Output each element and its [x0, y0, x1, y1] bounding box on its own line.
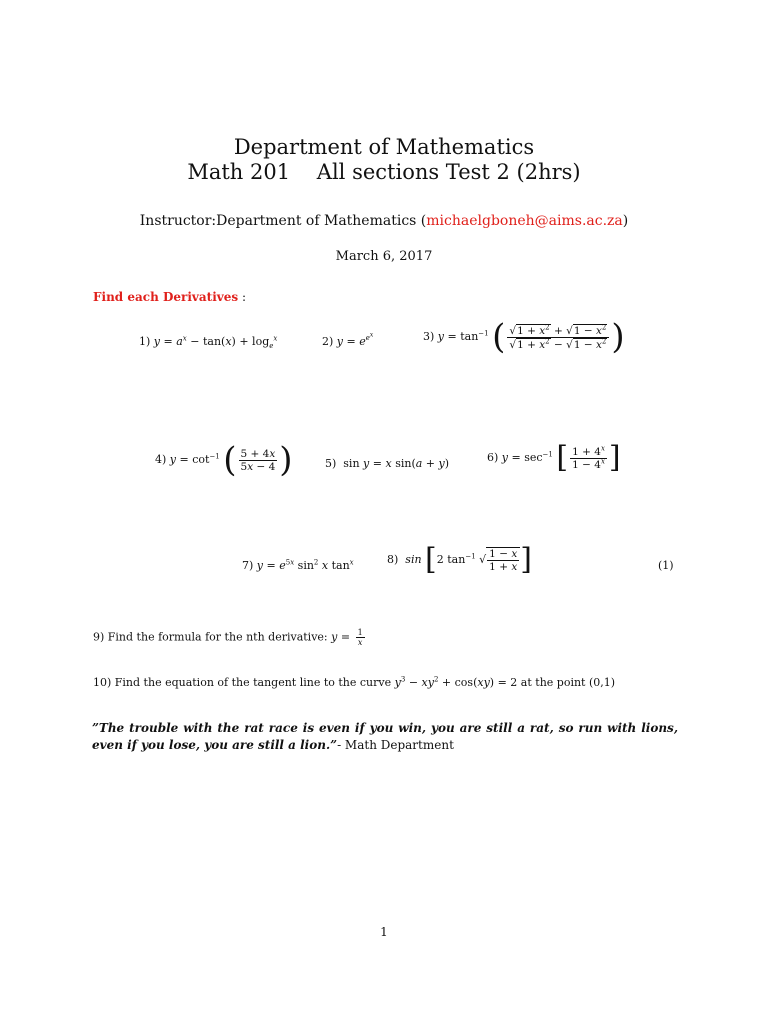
problem-9-text: 9) Find the formula for the nth derivative:	[93, 630, 328, 644]
course-code: Math 201	[187, 160, 291, 184]
problem-1-number: 1)	[139, 335, 151, 348]
problem-6: 6) $y = \sec^{-1}$ [ $\frac{1 + 4^x}{1 - 4^x}$ ]	[487, 440, 621, 475]
section-heading-colon: :	[238, 290, 246, 304]
problem-4: 4) $y = \cot^{-1}$ ( $\frac{5 + 4x}{5x - 4}$ )	[155, 440, 293, 480]
problem-3-number: 3)	[423, 330, 435, 343]
problem-6-number: 6)	[487, 451, 499, 464]
problem-2: 2) $y = e^{e^x}$	[322, 332, 374, 348]
page-title	[0, 133, 768, 161]
problem-10-text: 10) Find the equation of the tangent line to the curve	[93, 676, 392, 689]
problem-10-point: at the point (0,1)	[520, 676, 616, 689]
instructor-email-link[interactable]: michaelgboneh@aims.ac.za	[426, 213, 623, 229]
problem-5-number: 5)	[325, 457, 337, 470]
problem-8-number: 8)	[387, 553, 399, 566]
problem-1: 1) $y = a^x - \tan(x) + \log_e^x$	[139, 334, 278, 351]
test-title	[0, 158, 768, 186]
equation-number: (1)	[658, 559, 674, 572]
problem-8: 8) sin [2 $\tan^{-1}$ √ $\frac{1 - x}{1 + x}$ ]	[387, 542, 532, 577]
instructor-line	[0, 213, 768, 229]
problem-9: 9) Find the formula for the nth derivative: y = $\frac{1}{x}$	[93, 628, 363, 647]
problem-3: 3) $y = \tan^{-1}$ ( $\frac{√1 + x^2 + √1 - x^2}{√1 + x^2 - √1 - x^2}$ )	[423, 317, 625, 357]
instructor-close-paren: )	[622, 213, 629, 229]
exam-date: March 6, 2017	[335, 249, 433, 264]
instructor-label: Instructor:Department of Mathematics (	[139, 213, 427, 229]
problem-4-number: 4)	[155, 453, 167, 466]
problem-10: 10) Find the equation of the tangent line to the curve $y^3 - xy^2 + \cos(xy) = 2$ at the point (0,1)	[93, 675, 616, 689]
quote-text: ”The trouble with the rat race is even if you win, you are still a rat, so run with lions, even if you lose, you are still a lion.”	[92, 721, 678, 752]
quote-block	[92, 720, 678, 754]
section-heading	[93, 290, 246, 304]
problem-2-number: 2)	[322, 335, 334, 348]
section-heading-text: Find each Derivatives	[93, 290, 239, 304]
problem-7-number: 7)	[242, 559, 254, 572]
quote-attribution: - Math Department	[337, 738, 454, 752]
test-name: All sections Test 2 (2hrs)	[316, 160, 581, 184]
problem-7: 7) $y = e^{5x}$ $\sin^2 x$ $\tan^x$	[242, 558, 354, 572]
problem-5: 5) sin y = x sin(a + y)	[325, 457, 450, 470]
page-number: 1	[380, 925, 388, 939]
department-title: Department of Mathematics	[233, 135, 535, 159]
